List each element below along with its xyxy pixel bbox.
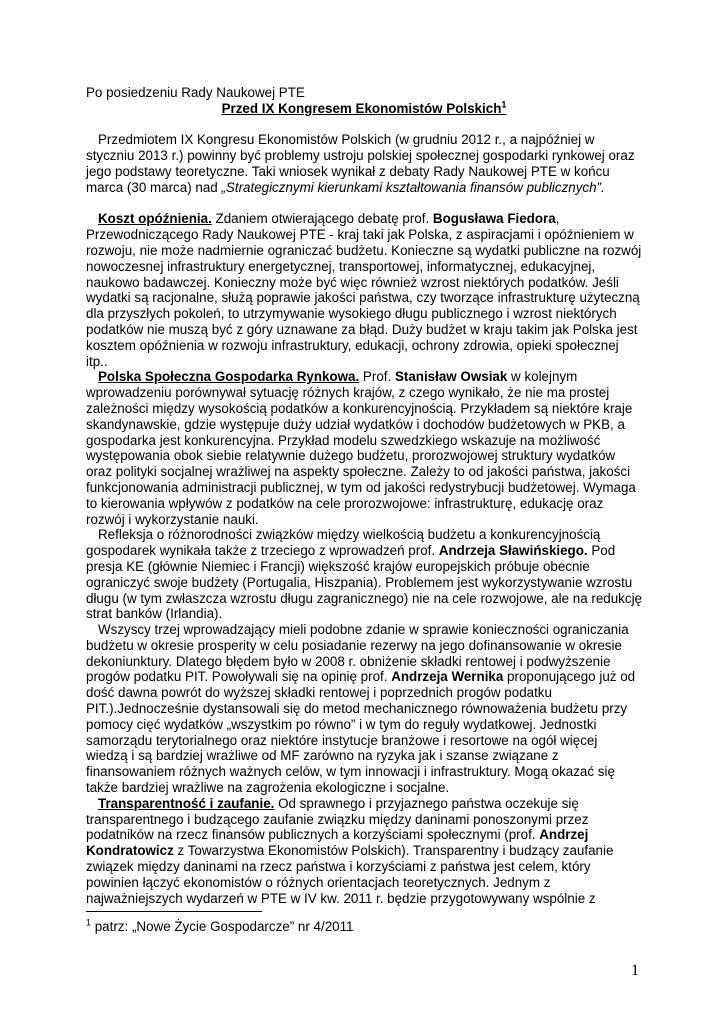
- section-refleksja-text-1: Refleksja o różnorodności związków między wielkością budżetu a konkurencyjnością gospodarek wynikała także z trzeciego z wprowadzeń prof.: [86, 527, 601, 559]
- section-wszyscy-text-2: proponującego już od dość dawna powrót do wyższej składki rentowej i poprzednich progów podatku PIT.).Jednocześnie dystansowali się do metod mechanicznego równoważenia budżetu przy pomocy cięć wydatków „wszystkim po równo” i w tym do reguły wydatkowej. Jednostki samorządu terytorialnego oraz niektóre instytucje branżowe i resortowe na ogół więcej wiedzą i są bardziej wrażliwe od MF zarówno na ryzyka jak i szanse związane z finansowaniem różnych ważnych celów, w tym innowacji i infrastruktury. Mogą okazać się także bardziej wrażliwe na zagrożenia ekologiczne i socjalne.: [86, 669, 636, 796]
- intro-text: Przedmiotem IX Kongresu Ekonomistów Polskich (w grudniu 2012 r., a najpóźniej w styczniu 2013 r.) powinny być problemy ustroju polskiej społecznej gospodarki rynkowej oraz jego podstawy teoretyczne. Taki wniosek wynikał z debaty Rady Naukowej PTE w końcu marca (30 marca) nad: [86, 132, 635, 195]
- section-koszt-paragraph: [86, 211, 642, 369]
- section-wszyscy-person: Andrzeja Wernika: [391, 669, 504, 685]
- footnote-separator: [86, 911, 262, 912]
- section-psgr-person: Stanisław Owsiak: [394, 369, 508, 385]
- section-koszt-heading: Koszt opóźnienia.: [98, 211, 212, 227]
- section-transparentnosc-text-1: Od sprawnego i przyjaznego państwa oczekuje się transparentnego i budzącego zaufanie związku między daninami ponoszonymi przez podatników na rzecz finansów publicznych a korzyściami społecznymi (prof.: [86, 795, 589, 843]
- section-psgr-paragraph: [86, 369, 642, 527]
- section-transparentnosc-paragraph: [86, 796, 642, 907]
- title-footnote-mark: 1: [501, 99, 507, 110]
- section-transparentnosc-heading: Transparentność i zaufanie.: [98, 795, 275, 811]
- document-title: [86, 101, 642, 117]
- section-refleksja-paragraph: [86, 527, 642, 622]
- section-wszyscy-text-1: Wszyscy trzej wprowadzający mieli podobne zdanie w sprawie konieczności ograniczania budżetu w okresie prosperity w celu posiadanie rezerwy na jego dofinansowanie w okresie dekoniunktury. Dlatego błędem było w 2008 r. obniżenie składki rentowej i podwyższenie progów podatku PIT. Powoływali się na opinię prof.: [86, 622, 629, 685]
- document-page: [86, 85, 642, 906]
- section-koszt-person: Bogusława Fiedora: [432, 211, 556, 227]
- page-number: 1: [631, 962, 639, 979]
- footnote-text: patrz: „Nowe Życie Gospodarcze” nr 4/2011: [91, 919, 354, 934]
- section-wszyscy-paragraph: [86, 622, 642, 796]
- section-refleksja-person: Andrzeja Sławińskiego.: [438, 543, 588, 559]
- section-psgr-text-1: Prof.: [359, 369, 395, 385]
- section-psgr-heading: Polska Społeczna Gospodarka Rynkowa.: [98, 369, 360, 385]
- footnote-mark: 1: [86, 917, 92, 928]
- title-text: Przed IX Kongresem Ekonomistów Polskich: [221, 100, 502, 116]
- intro-paragraph: [86, 132, 642, 195]
- section-refleksja-text-2: Pod presja KE (głównie Niemiec i Francji) większość krajów europejskich próbuje obecnie ograniczyć swoje budżety (Portugalia, Hiszpania). Problemem jest wykorzystywanie wzrostu długu (w tym zwłaszcza wzrostu długu zagranicznego) nie na cele rozwojowe, ale na redukcję strat banków (Irlandia).: [86, 543, 642, 622]
- footnote: [86, 919, 642, 935]
- meeting-line: Po posiedzeniu Rady Naukowej PTE: [86, 85, 305, 100]
- section-koszt-text-1: Zdaniem otwierającego debatę prof.: [211, 211, 433, 227]
- section-psgr-text-2: w kolejnym wprowadzeniu porównywał sytuację różnych krajów, z czego wynikało, że nie ma prostej zależności między wysokością podatków a konkurencyjnością. Przykładem są niektóre kraje skandynawskie, gdzie występuje duży udział wydatków i dochodów budżetowych w PKB, a gospodarka jest konkurencyjna. Przykład modelu szwedzkiego wskazuje na możliwość występowania obok siebie relatywnie dużego budżetu, prorozwojowej struktury wydatków oraz polityki socjalnej wrażliwej na aspekty społeczne. Zależy to od jakości państwa, jakości funkcjonowania administracji publicznej, w tym od jakości redystrybucji budżetowej. Wymaga to kierowania wpływów z podatków na cele prorozwojowe: infrastrukturę, edukację oraz rozwój i wykorzystanie nauki.: [86, 369, 636, 527]
- section-transparentnosc-text-2: z Towarzystwa Ekonomistów Polskich). Transparentny i budzący zaufanie związek między daninami na rzecz państwa i korzyściami z państwa jest celem, który powinien łączyć ekonomistów o różnych orientacjach teoretycznych. Jednym z najważniejszych wydarzeń w PTE w IV kw. 2011 r. będzie przygotowywany wspólnie z: [86, 843, 614, 906]
- section-transparentnosc-person: Andrzej Kondratowicz: [86, 827, 589, 859]
- section-koszt-text-2: , Przewodniczącego Rady Naukowej PTE - kraj taki jak Polska, z aspiracjami i opóźnieniem w rozwoju, nie może nadmiernie ograniczać budżetu. Konieczne są wydatki publiczne na rozwój nowoczesnej infrastruktury energetycznej, transportowej, informatycznej, edukacyjnej, naukowo badawczej. Konieczny może być więc również wzrost niektórych podatków. Jeśli wydatki są racjonalne, służą poprawie jakości państwa, czy tworzące infrastrukturę użyteczną dla przyszłych pokoleń, to utrzymywanie wysokiego długu publicznego i wzrost niektórych podatków nie muszą być z góry uznawane za błąd. Duży budżet w kraju takim jak Polska jest kosztem opóźnienia w rozwoju infrastruktury, edukacji, ochrony zdrowia, opieki społecznej itp..: [86, 211, 642, 369]
- intro-italic-text: „Strategicznymi kierunkami kształtowania finansów publicznych”.: [221, 179, 605, 195]
